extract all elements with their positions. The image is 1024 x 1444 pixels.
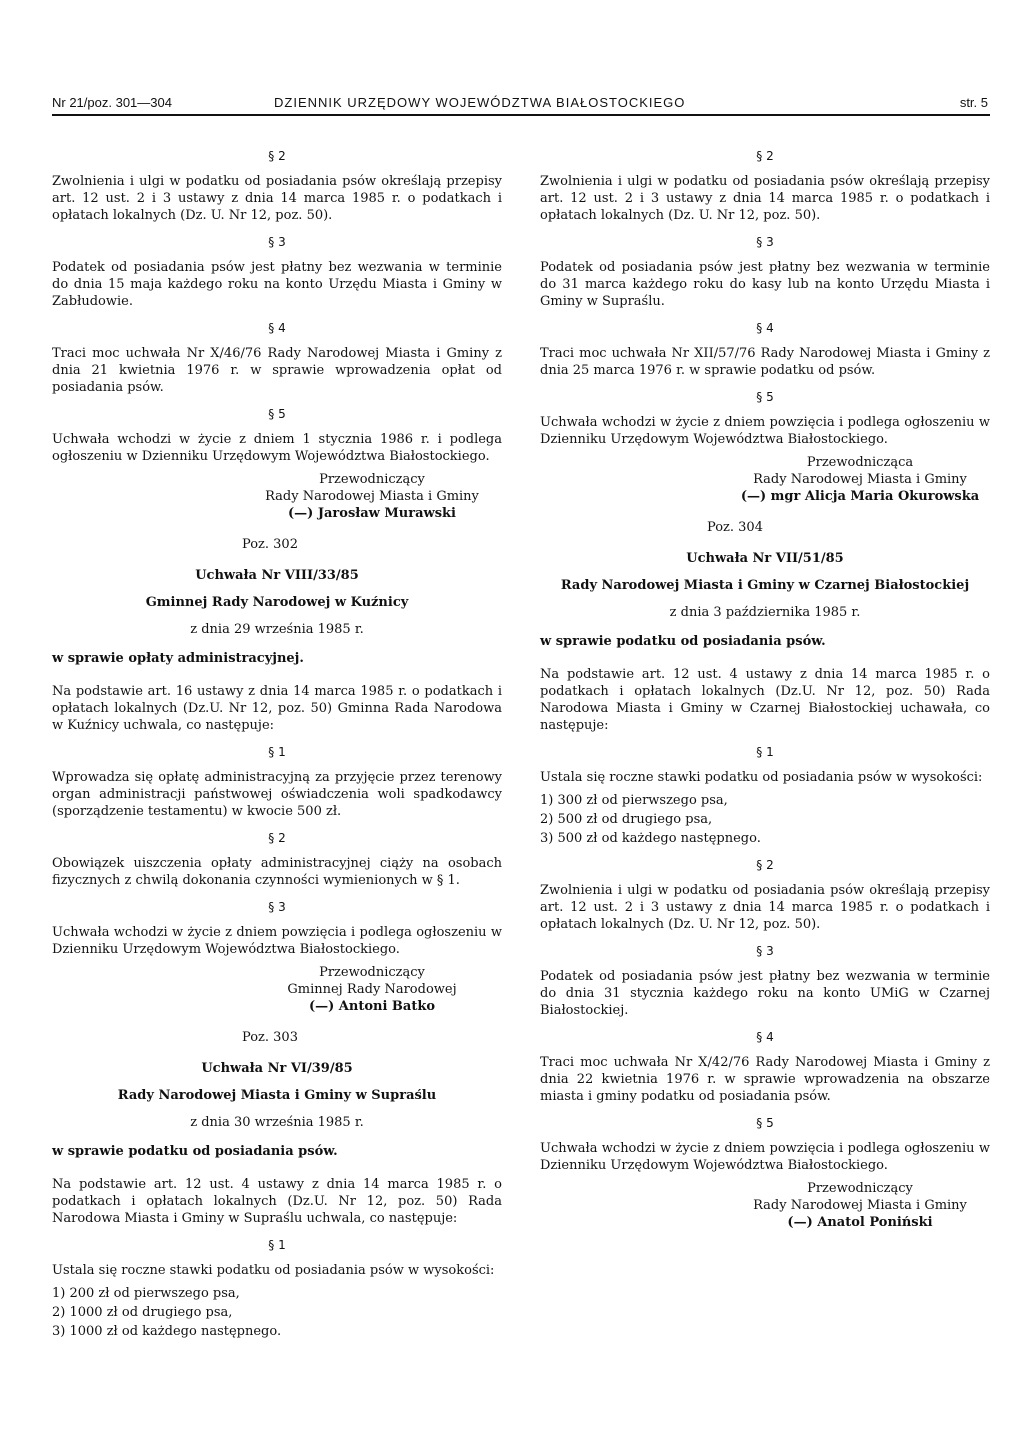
journal-title: DZIENNIK URZĘDOWY WOJEWÓDZTWA BIAŁOSTOCKIEGO: [274, 95, 686, 110]
paragraph: Obowiązek uiszczenia opłaty administracyjnej ciąży na osobach fizycznych z chwilą dokonania czynności wymienionych w § 1.: [52, 856, 502, 888]
paragraph: Uchwała wchodzi w życie z dniem powzięcia i podlega ogłoszeniu w Dzienniku Urzędowym Województwa Białostockiego.: [540, 415, 990, 447]
list-item: 2) 500 zł od drugiego psa,: [540, 812, 713, 827]
list-item: 3) 500 zł od każdego następnego.: [540, 831, 761, 846]
paragraph: Podatek od posiadania psów jest płatny bez wezwania w terminie do dnia 31 stycznia każdego roku na konto UMiG w Czarnej Białostockiej.: [540, 969, 990, 1018]
section-mark: § 4: [268, 321, 286, 335]
signature-name: (—) Jarosław Murawski: [288, 506, 456, 521]
section-mark: § 1: [756, 745, 774, 759]
section-mark: § 3: [268, 900, 286, 914]
list-item: 1) 300 zł od pierwszego psa,: [540, 793, 728, 808]
resolution-subject: w sprawie podatku od posiadania psów.: [52, 1144, 338, 1159]
paragraph: Podatek od posiadania psów jest płatny bez wezwania w terminie do dnia 15 maja każdego roku na konto Urzędu Miasta i Gminy w Zabłudowie.: [52, 260, 502, 309]
resolution-title: Uchwała Nr VII/51/85: [686, 551, 844, 566]
resolution-date: z dnia 29 września 1985 r.: [190, 622, 364, 637]
paragraph: Traci moc uchwała Nr X/42/76 Rady Narodowej Miasta i Gminy z dnia 22 kwietnia 1976 r. w sprawie wprowadzenia na obszarze miasta i gminy podatku od posiadania psów.: [540, 1055, 990, 1104]
signature-body: Rady Narodowej Miasta i Gminy: [753, 1198, 967, 1213]
paragraph: Traci moc uchwała Nr XII/57/76 Rady Narodowej Miasta i Gminy z dnia 25 marca 1976 r. w sprawie podatku od psów.: [540, 346, 990, 378]
issue-number: Nr 21/poz. 301—304: [52, 95, 172, 110]
section-mark: § 2: [268, 149, 286, 163]
paragraph: Uchwała wchodzi w życie z dniem powzięcia i podlega ogłoszeniu w Dzienniku Urzędowym Województwa Białostockiego.: [52, 925, 502, 957]
signature-block: [730, 1180, 990, 1231]
list-item: 3) 1000 zł od każdego następnego.: [52, 1324, 282, 1339]
page-number: str. 5: [959, 95, 988, 110]
resolution-title: Uchwała Nr VI/39/85: [201, 1061, 353, 1076]
list-item: 2) 1000 zł od drugiego psa,: [52, 1305, 233, 1320]
section-mark: § 5: [756, 1116, 774, 1130]
section-mark: § 1: [268, 1238, 286, 1252]
signature-name: (—) Antoni Batko: [308, 999, 436, 1014]
paragraph: Traci moc uchwała Nr X/46/76 Rady Narodowej Miasta i Gminy z dnia 21 kwietnia 1976 r. w sprawie wprowadzenia opłat od posiadania psów.: [52, 346, 502, 395]
signature-role: Przewodniczący: [319, 472, 425, 487]
resolution-title: Uchwała Nr VIII/33/85: [195, 568, 359, 583]
paragraph: Zwolnienia i ulgi w podatku od posiadania psów określają przepisy art. 12 ust. 2 i 3 ustawy z dnia 14 marca 1985 r. o podatkach i opłatach lokalnych (Dz. U. Nr 12, poz. 50).: [52, 174, 502, 223]
section-mark: § 2: [268, 831, 286, 845]
paragraph: Na podstawie art. 16 ustawy z dnia 14 marca 1985 r. o podatkach i opłatach lokalnych (Dz.U. Nr 12, poz. 50) Gminna Rada Narodowa w Kuźnicy uchwala, co następuje:: [52, 684, 502, 733]
paragraph: Podatek od posiadania psów jest płatny bez wezwania w terminie do 31 marca każdego roku do kasy lub na konto Urzędu Miasta i Gminy w Supraślu.: [540, 260, 990, 309]
position-number: Poz. 303: [242, 1030, 298, 1045]
list-item: 1) 200 zł od pierwszego psa,: [52, 1286, 240, 1301]
signature-body: Gminnej Rady Narodowej: [287, 982, 457, 997]
paragraph: Na podstawie art. 12 ust. 4 ustawy z dnia 14 marca 1985 r. o podatkach i opłatach lokalnych (Dz.U. Nr 12, poz. 50) Rada Narodowa Miasta i Gminy w Czarnej Białostockiej uchawała, co następuje:: [540, 667, 990, 733]
signature-block: [242, 471, 502, 522]
resolution-body: Rady Narodowej Miasta i Gminy w Supraślu: [117, 1088, 437, 1103]
resolution-date: z dnia 3 października 1985 r.: [669, 605, 861, 620]
right-column: [540, 138, 990, 1231]
section-mark: § 3: [756, 235, 774, 249]
rate-list: [540, 792, 990, 847]
signature-name: (—) Anatol Poniński: [787, 1215, 933, 1230]
signature-body: Rady Narodowej Miasta i Gminy: [265, 489, 479, 504]
section-mark: § 1: [268, 745, 286, 759]
signature-role: Przewodniczący: [807, 1181, 913, 1196]
section-mark: § 4: [756, 321, 774, 335]
page-header: [52, 92, 990, 116]
signature-body: Rady Narodowej Miasta i Gminy: [753, 472, 967, 487]
rate-list: [52, 1285, 502, 1340]
section-mark: § 2: [756, 149, 774, 163]
section-mark: § 3: [268, 235, 286, 249]
section-mark: § 4: [756, 1030, 774, 1044]
signature-name: (—) mgr Alicja Maria Okurowska: [740, 489, 980, 504]
resolution-body: Rady Narodowej Miasta i Gminy w Czarnej Białostockiej: [560, 578, 970, 593]
paragraph: Na podstawie art. 12 ust. 4 ustawy z dnia 14 marca 1985 r. o podatkach i opłatach lokalnych (Dz.U. Nr 12, poz. 50) Rada Narodowa Miasta i Gminy w Supraślu uchwala, co następuje:: [52, 1177, 502, 1226]
resolution-subject: w sprawie podatku od posiadania psów.: [540, 634, 826, 649]
section-mark: § 5: [756, 390, 774, 404]
paragraph: Uchwała wchodzi w życie z dniem powzięcia i podlega ogłoszeniu w Dzienniku Urzędowym Województwa Białostockiego.: [540, 1141, 990, 1173]
resolution-body: Gminnej Rady Narodowej w Kuźnicy: [145, 595, 409, 610]
paragraph: Ustala się roczne stawki podatku od posiadania psów w wysokości:: [540, 770, 983, 785]
left-column: [52, 138, 502, 1342]
signature-role: Przewodnicząca: [806, 455, 914, 470]
paragraph: Uchwała wchodzi w życie z dniem 1 stycznia 1986 r. i podlega ogłoszeniu w Dzienniku Urzędowym Województwa Białostockiego.: [52, 432, 502, 464]
paragraph: Zwolnienia i ulgi w podatku od posiadania psów określają przepisy art. 12 ust. 2 i 3 ustawy z dnia 14 marca 1985 r. o podatkach i opłatach lokalnych (Dz. U. Nr 12, poz. 50).: [540, 883, 990, 932]
section-mark: § 2: [756, 858, 774, 872]
paragraph: Wprowadza się opłatę administracyjną za przyjęcie przez terenowy organ administracji państwowej oświadczenia woli spadkodawcy (sporządzenie testamentu) w kwocie 500 zł.: [52, 770, 502, 819]
resolution-date: z dnia 30 września 1985 r.: [190, 1115, 364, 1130]
section-mark: § 5: [268, 407, 286, 421]
signature-block: [730, 454, 990, 505]
signature-block: [242, 964, 502, 1015]
signature-role: Przewodniczący: [319, 965, 425, 980]
position-number: Poz. 302: [242, 537, 298, 552]
section-mark: § 3: [756, 944, 774, 958]
position-number: Poz. 304: [707, 520, 763, 535]
paragraph: Zwolnienia i ulgi w podatku od posiadania psów określają przepisy art. 12 ust. 2 i 3 ustawy z dnia 14 marca 1985 r. o podatkach i opłatach lokalnych (Dz. U. Nr 12, poz. 50).: [540, 174, 990, 223]
paragraph: Ustala się roczne stawki podatku od posiadania psów w wysokości:: [52, 1263, 495, 1278]
resolution-subject: w sprawie opłaty administracyjnej.: [52, 651, 304, 666]
